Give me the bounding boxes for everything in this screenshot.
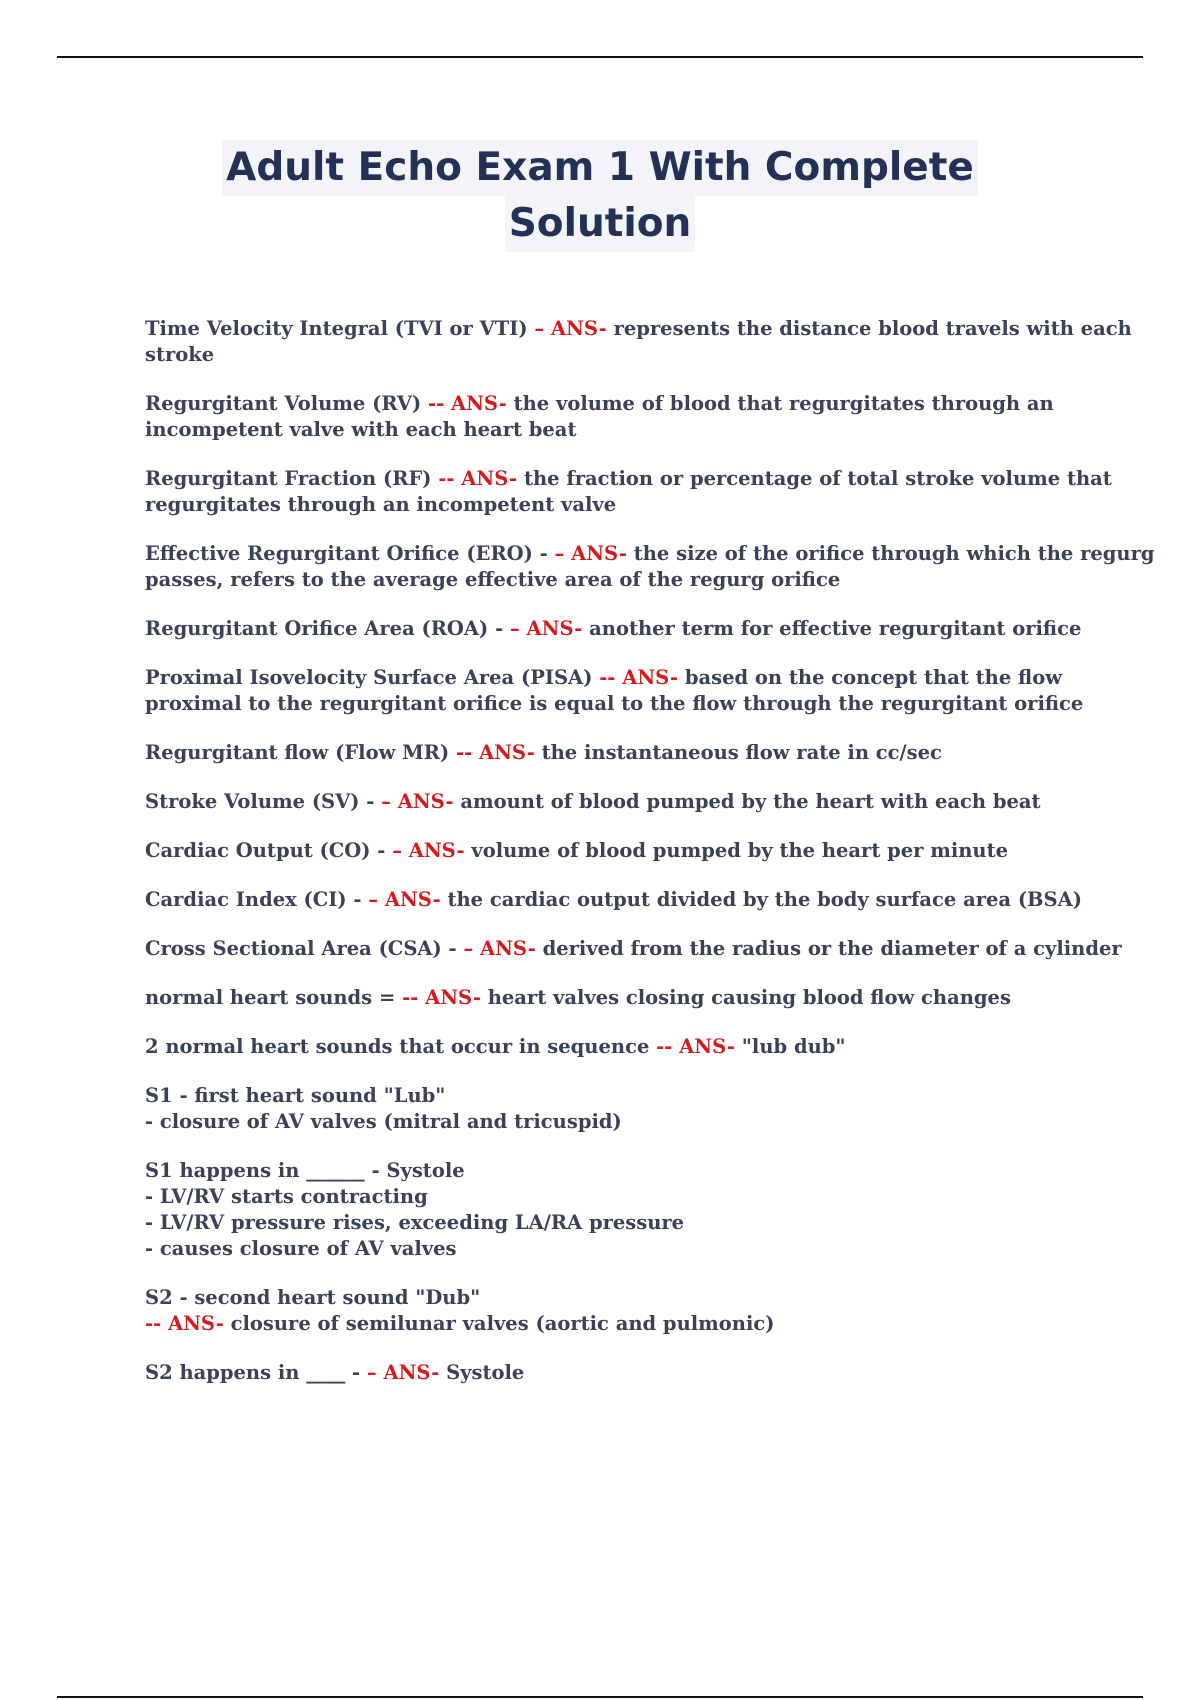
qa-entry	[145, 1158, 1075, 1262]
qa-text: Proximal Isovelocity Surface Area (PISA)	[145, 666, 600, 689]
qa-line	[145, 691, 1084, 717]
qa-line	[145, 1360, 1075, 1386]
qa-text: regurgitates through an incompetent valve	[145, 493, 617, 516]
qa-text: S2 happens in ____ -	[145, 1361, 367, 1384]
qa-line	[145, 616, 1082, 642]
qa-line	[145, 1158, 1075, 1184]
qa-line	[145, 740, 1075, 766]
qa-text: Stroke Volume (SV) -	[145, 790, 382, 813]
qa-entry	[145, 391, 1075, 443]
qa-text: another term for effective regurgitant orifice	[582, 617, 1082, 640]
answer-marker: – ANS-	[554, 542, 627, 565]
answer-marker: – ANS-	[381, 790, 454, 813]
qa-line	[145, 1034, 1075, 1060]
answer-marker: – ANS-	[463, 937, 536, 960]
qa-entry	[145, 936, 1122, 962]
qa-text: - LV/RV pressure rises, exceeding LA/RA pressure	[145, 1211, 685, 1234]
answer-marker: -- ANS-	[656, 1035, 735, 1058]
qa-text: incompetent valve with each heart beat	[145, 418, 577, 441]
qa-line	[145, 838, 1075, 864]
answer-marker: -- ANS-	[428, 392, 507, 415]
footer-rule	[57, 1696, 1143, 1698]
qa-line	[145, 1109, 1075, 1135]
qa-text: - closure of AV valves (mitral and tricuspid)	[145, 1110, 622, 1133]
qa-line	[145, 417, 1075, 443]
qa-entry	[145, 740, 1075, 766]
qa-entry	[145, 466, 1112, 518]
qa-text: based on the concept that the flow	[678, 666, 1063, 689]
qa-line	[145, 391, 1075, 417]
qa-line	[145, 466, 1112, 492]
qa-text: volume of blood pumped by the heart per minute	[464, 839, 1009, 862]
qa-line	[145, 985, 1075, 1011]
qa-text: Regurgitant Fraction (RF)	[145, 467, 439, 490]
qa-line	[145, 936, 1122, 962]
qa-line	[145, 567, 1075, 593]
qa-entry	[145, 616, 1082, 642]
qa-line	[145, 342, 1075, 368]
qa-text: the volume of blood that regurgitates through an	[506, 392, 1054, 415]
qa-text: Regurgitant Volume (RV)	[145, 392, 428, 415]
qa-text: the cardiac output divided by the body surface area (BSA)	[440, 888, 1082, 911]
qa-line	[145, 1236, 1075, 1262]
qa-entry	[145, 316, 1132, 368]
title-line-1: Adult Echo Exam 1 With Complete	[222, 140, 978, 196]
answer-marker: – ANS-	[392, 839, 465, 862]
qa-text: stroke	[145, 343, 215, 366]
answer-marker: – ANS-	[509, 617, 583, 640]
qa-text: - causes closure of AV valves	[145, 1237, 457, 1260]
qa-text: Regurgitant Orifice Area (ROA) -	[145, 617, 510, 640]
qa-text: S1 - first heart sound "Lub"	[145, 1084, 446, 1107]
qa-list	[145, 316, 1155, 1409]
answer-marker: -- ANS-	[455, 741, 535, 764]
qa-text: S1 happens in ______ - Systole	[145, 1159, 465, 1182]
qa-entry	[145, 789, 1075, 815]
qa-entry	[145, 1034, 1075, 1060]
qa-text: amount of blood pumped by the heart with each beat	[453, 790, 1041, 813]
qa-line	[145, 541, 1155, 567]
qa-text: - LV/RV starts contracting	[145, 1185, 428, 1208]
qa-text: "lub dub"	[734, 1035, 846, 1058]
qa-line	[145, 1210, 1075, 1236]
qa-entry	[145, 665, 1084, 717]
answer-marker: – ANS-	[366, 1361, 440, 1384]
qa-text: the instantaneous flow rate in cc/sec	[534, 741, 942, 764]
qa-line	[145, 1184, 1075, 1210]
qa-text: normal heart sounds =	[145, 986, 403, 1009]
qa-line	[145, 316, 1132, 342]
answer-marker: -- ANS-	[599, 666, 679, 689]
qa-line	[145, 1285, 1075, 1311]
qa-line	[145, 1083, 1075, 1109]
qa-text: the size of the orifice through which the regurg	[626, 542, 1155, 565]
qa-text: Systole	[439, 1361, 525, 1384]
qa-text: the fraction or percentage of total stroke volume that	[517, 467, 1112, 490]
document-title	[0, 140, 1200, 252]
qa-text: Cross Sectional Area (CSA) -	[145, 937, 464, 960]
qa-text: represents the distance blood travels with each	[606, 317, 1132, 340]
qa-line	[145, 887, 1082, 913]
title-line-2: Solution	[505, 196, 696, 252]
header-rule	[57, 56, 1143, 58]
qa-line	[145, 789, 1075, 815]
qa-text: S2 - second heart sound "Dub"	[145, 1286, 481, 1309]
qa-entry	[145, 541, 1155, 593]
qa-line	[145, 492, 1075, 518]
qa-text: closure of semilunar valves (aortic and pulmonic)	[223, 1312, 775, 1335]
qa-line	[145, 1311, 1075, 1337]
qa-text: Time Velocity Integral (TVI or VTI)	[145, 317, 535, 340]
qa-entry	[145, 1360, 1075, 1386]
qa-text: derived from the radius or the diameter of a cylinder	[535, 937, 1122, 960]
answer-marker: -- ANS-	[145, 1312, 224, 1335]
qa-text: Effective Regurgitant Orifice (ERO) -	[145, 542, 555, 565]
answer-marker: – ANS-	[368, 888, 441, 911]
qa-text: 2 normal heart sounds that occur in sequence	[145, 1035, 657, 1058]
qa-line	[145, 665, 1075, 691]
qa-entry	[145, 838, 1075, 864]
qa-entry	[145, 1285, 1075, 1337]
qa-entry	[145, 1083, 1075, 1135]
answer-marker: -- ANS-	[438, 467, 518, 490]
qa-text: Regurgitant flow (Flow MR)	[145, 741, 456, 764]
qa-text: passes, refers to the average effective area of the regurg orifice	[145, 568, 841, 591]
qa-entry	[145, 887, 1082, 913]
qa-text: Cardiac Output (CO) -	[145, 839, 393, 862]
qa-text: heart valves closing causing blood flow changes	[480, 986, 1011, 1009]
answer-marker: – ANS-	[534, 317, 607, 340]
qa-text: proximal to the regurgitant orifice is equal to the flow through the regurgitant orifice	[145, 692, 1084, 715]
answer-marker: -- ANS-	[402, 986, 481, 1009]
qa-entry	[145, 985, 1075, 1011]
qa-text: Cardiac Index (CI) -	[145, 888, 369, 911]
